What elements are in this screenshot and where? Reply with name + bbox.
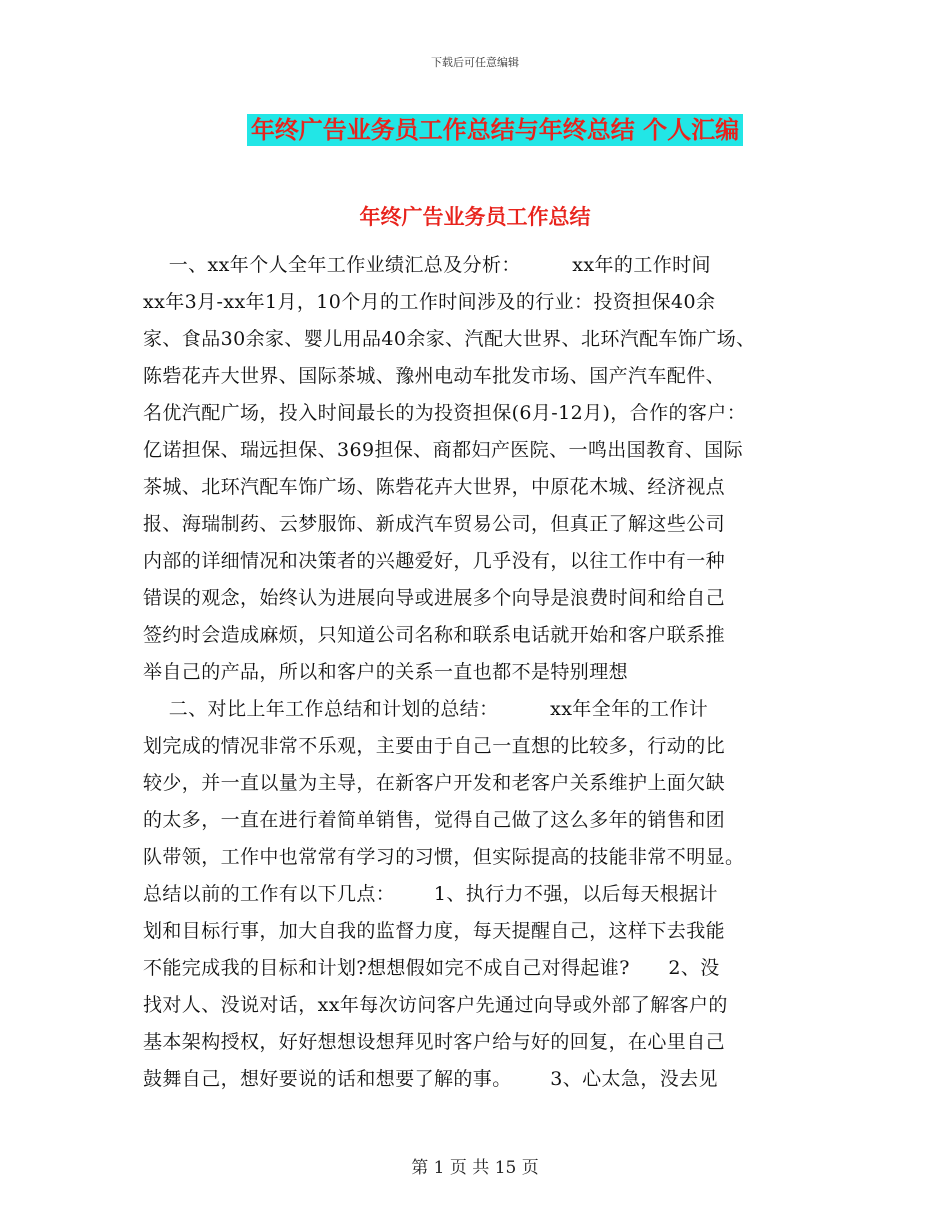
page-footer: 第 1 页 共 15 页 <box>411 1158 539 1178</box>
text-line: 基本架构授权，好好想想设想拜见时客户给与好的回复，在心里自己 <box>143 1031 726 1053</box>
text-line: 签约时会造成麻烦，只知道公司名称和联系电话就开始和客户联系推 <box>143 624 726 646</box>
text-line: 二、对比上年工作总结和计划的总结： xx年全年的工作计 <box>143 698 709 720</box>
text-line: 陈砦花卉大世界、国际茶城、豫州电动车批发市场、国产汽车配件、 <box>143 365 726 387</box>
text-line: 举自己的产品，所以和客户的关系一直也都不是特别理想 <box>143 661 629 683</box>
text-line: 找对人、没说对话，xx年每次访问客户先通过向导或外部了解客户的 <box>143 994 728 1016</box>
text-line: 不能完成我的目标和计划?想想假如完不成自己对得起谁? 2、没 <box>143 957 720 979</box>
text-line: 内部的详细情况和决策者的兴趣爱好，几乎没有，以往工作中有一种 <box>143 550 726 572</box>
main-title-container <box>0 114 950 146</box>
text-line: 总结以前的工作有以下几点： 1、执行力不强，以后每天根据计 <box>143 883 718 905</box>
text-line: 错误的观念，始终认为进展向导或进展多个向导是浪费时间和给自己 <box>143 587 726 609</box>
text-line: xx年3月-xx年1月，10个月的工作时间涉及的行业：投资担保40余 <box>143 291 716 313</box>
text-line: 划完成的情况非常不乐观，主要由于自己一直想的比较多，行动的比 <box>143 735 726 757</box>
text-line: 名优汽配广场，投入时间最长的为投资担保(6月-12月)，合作的客户： <box>143 402 747 424</box>
text-line: 鼓舞自己，想好要说的话和想要了解的事。 3、心太急，没去见 <box>143 1068 718 1090</box>
text-line: 家、食品30余家、婴儿用品40余家、汽配大世界、北环汽配车饰广场、 <box>143 328 756 350</box>
text-line: 茶城、北环汽配车饰广场、陈砦花卉大世界，中原花木城、经济视点 <box>143 476 726 498</box>
section-title: 年终广告业务员工作总结 <box>359 205 591 229</box>
header-note: 下载后可任意编辑 <box>431 56 519 69</box>
text-line: 较少，并一直以量为主导，在新客户开发和老客户关系维护上面欠缺 <box>143 772 726 794</box>
text-line: 划和目标行事，加大自我的监督力度，每天提醒自己，这样下去我能 <box>143 920 726 942</box>
text-line: 的太多，一直在进行着简单销售，觉得自己做了这么多年的销售和团 <box>143 809 726 831</box>
text-line: 报、海瑞制药、云梦服饰、新成汽车贸易公司，但真正了解这些公司 <box>143 513 726 535</box>
text-line: 队带领，工作中也常常有学习的习惯，但实际提高的技能非常不明显。 <box>143 846 745 868</box>
text-line: 亿诺担保、瑞远担保、369担保、商都妇产医院、一鸣出国教育、国际 <box>143 439 744 461</box>
text-line: 一、xx年个人全年工作业绩汇总及分析： xx年的工作时间 <box>143 254 711 276</box>
main-title: 年终广告业务员工作总结与年终总结 个人汇编 <box>247 114 743 146</box>
